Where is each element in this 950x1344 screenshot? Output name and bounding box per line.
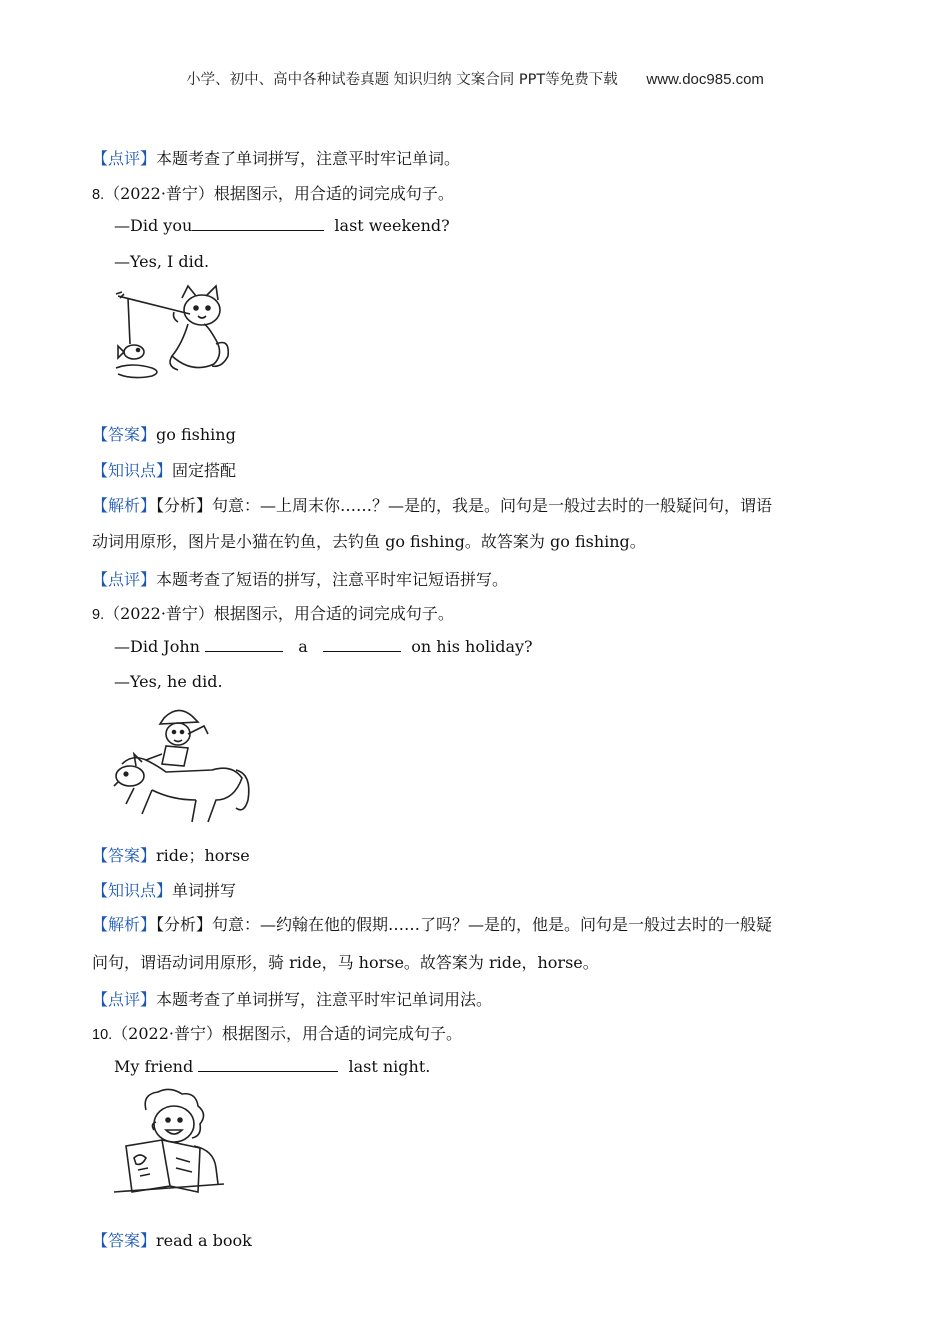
q9-knowledge: [92, 878, 236, 901]
header-text: 小学、初中、高中各种试卷真题 知识归纳 文案合同 PPT等免费下载: [186, 72, 618, 88]
knowledge-tag: 【知识点】: [92, 881, 173, 900]
q10-title: [92, 1021, 462, 1044]
sentence-text: last weekend?: [334, 216, 450, 235]
question-source: （2022·普宁）根据图示，用合适的词完成句子。: [112, 1024, 462, 1043]
sentence-text: My friend: [114, 1057, 194, 1076]
answer-text: go fishing: [156, 425, 236, 444]
page-header: [0, 68, 950, 89]
q9-sentence-2: —Yes, he did.: [114, 672, 223, 691]
q8-comment: [92, 567, 508, 590]
comment-text: 本题考查了单词拼写，注意平时牢记单词。: [156, 149, 461, 168]
analysis-tag: 【解析】: [92, 915, 157, 934]
q8-answer: [92, 422, 236, 445]
comment-tag: 【点评】: [92, 149, 157, 168]
knowledge-text: 单词拼写: [172, 881, 237, 900]
boy-reading-book-image: [112, 1088, 228, 1198]
analysis-text: 【分析】句意：—约翰在他的假期……了吗？—是的，他是。问句是一般过去时的一般疑: [156, 915, 773, 934]
q8-sentence-1: [114, 216, 450, 235]
answer-text: ride；horse: [156, 846, 250, 865]
analysis-tag: 【解析】: [92, 496, 157, 515]
question-number: 9.: [92, 607, 105, 623]
sentence-text: last night.: [348, 1057, 431, 1076]
question-source: （2022·普宁）根据图示，用合适的词完成句子。: [104, 184, 454, 203]
answer-tag: 【答案】: [92, 846, 157, 865]
answer-tag: 【答案】: [92, 1231, 157, 1250]
knowledge-text: 固定搭配: [172, 461, 237, 480]
question-number: 8.: [92, 187, 105, 203]
q8-analysis-2: 动词用原形，图片是小猫在钓鱼，去钓鱼 go fishing。故答案为 go fishing。: [92, 532, 646, 551]
sentence-text: —Did John: [114, 637, 200, 656]
analysis-text: 【分析】句意：—上周末你……？—是的，我是。问句是一般过去时的一般疑问句，谓语: [156, 496, 773, 515]
q9-comment: [92, 987, 492, 1010]
q9-sentence-1: [114, 637, 533, 656]
comment-text: 本题考查了单词拼写，注意平时牢记单词用法。: [156, 990, 493, 1009]
question-number: 10.: [92, 1027, 113, 1043]
q8-sentence-2: —Yes, I did.: [114, 252, 210, 271]
q8-title: [92, 181, 454, 204]
answer-blank[interactable]: [323, 637, 401, 652]
header-url[interactable]: www.doc985.com: [646, 71, 764, 88]
comment-tag: 【点评】: [92, 990, 157, 1009]
q10-answer: [92, 1228, 252, 1251]
q9-title: [92, 601, 454, 624]
boy-riding-horse-image: [112, 704, 254, 826]
cat-fishing-image: [112, 284, 234, 384]
q8-analysis-1: [92, 493, 772, 516]
q10-sentence-1: [114, 1057, 430, 1076]
answer-text: read a book: [156, 1231, 252, 1250]
sentence-text: —Did you: [114, 216, 193, 235]
answer-blank[interactable]: [198, 1057, 338, 1072]
q9-analysis-1: [92, 912, 772, 935]
answer-blank[interactable]: [192, 216, 324, 231]
q9-analysis-2: 问句，谓语动词用原形，骑 ride，马 horse。故答案为 ride，horse。: [92, 953, 599, 972]
knowledge-tag: 【知识点】: [92, 461, 173, 480]
answer-tag: 【答案】: [92, 425, 157, 444]
question-source: （2022·普宁）根据图示，用合适的词完成句子。: [104, 604, 454, 623]
sentence-text: on his holiday?: [411, 637, 533, 656]
q9-answer: [92, 843, 250, 866]
comment-tag: 【点评】: [92, 570, 157, 589]
q8-knowledge: [92, 458, 236, 481]
answer-blank[interactable]: [205, 637, 283, 652]
sentence-text: a: [298, 637, 308, 656]
q7-comment: [92, 146, 460, 169]
comment-text: 本题考查了短语的拼写，注意平时牢记短语拼写。: [156, 570, 509, 589]
